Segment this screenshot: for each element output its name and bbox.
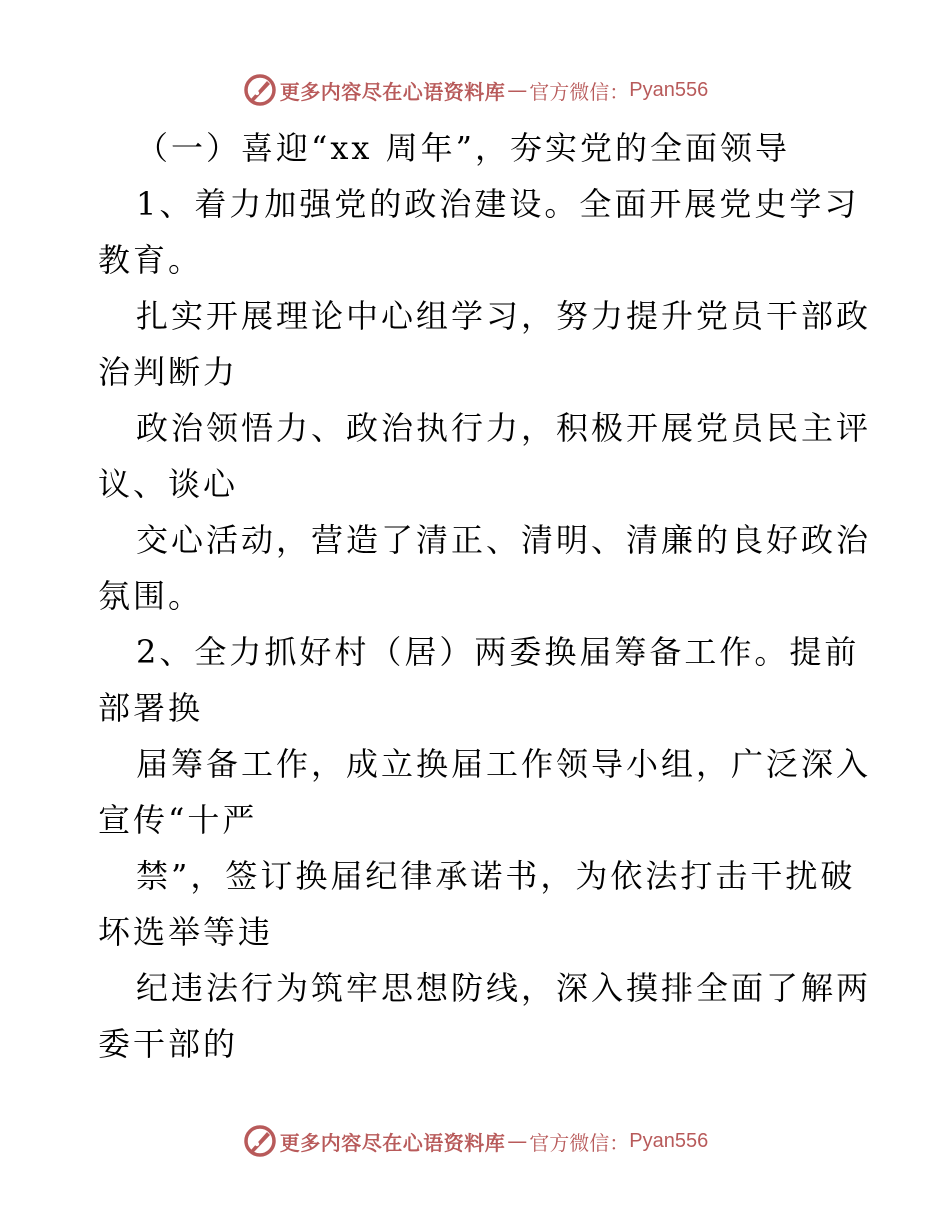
footer-wechat-id: Pyan556 (629, 1129, 709, 1152)
footer-brand-text: 更多内容尽在心语资料库 (279, 1130, 506, 1155)
footer-wechat-label: 官方微信： (529, 1130, 630, 1155)
header-wechat-id: Pyan556 (629, 78, 709, 101)
paragraph-line: 2、全力抓好村（居）两委换届筹备工作。提前 (136, 633, 860, 671)
header-brand-text: 更多内容尽在心语资料库 (279, 79, 506, 104)
paragraph-line: 扎实开展理论中心组学习，努力提升党员干部政 (136, 297, 872, 335)
paragraph-line: 禁”，签订换届纪律承诺书，为依法打击干扰破 (136, 857, 856, 895)
pen-circle-logo-icon (242, 72, 278, 108)
section-heading: （一）喜迎“xx 周年”，夯实党的全面领导 (136, 129, 790, 167)
paragraph-line: 氛围。 (98, 577, 204, 615)
paragraph-line: 纪违法行为筑牢思想防线，深入摸排全面了解两 (136, 969, 872, 1007)
paragraph-line: 宣传“十严 (98, 801, 258, 839)
paragraph-line: 交心活动，营造了清正、清明、清廉的良好政治 (136, 521, 872, 559)
paragraph-line: 届筹备工作，成立换届工作领导小组，广泛深入 (136, 745, 872, 783)
document-body (98, 120, 872, 1072)
pen-circle-logo-icon (242, 1123, 278, 1159)
paragraph-line: 政治领悟力、政治执行力，积极开展党员民主评 (136, 409, 872, 447)
header-wechat-label: 官方微信： (529, 79, 630, 104)
paragraph-line: 议、谈心 (98, 465, 239, 503)
paragraph-line: 坏选举等违 (98, 913, 274, 951)
paragraph-line: 教育。 (98, 241, 204, 279)
header-watermark (0, 70, 950, 110)
footer-watermark (0, 1121, 950, 1161)
paragraph-line: 治判断力 (98, 353, 239, 391)
footer-dash: — (507, 1129, 528, 1153)
paragraph-line: 委干部的 (98, 1025, 239, 1063)
paragraph-line: 部署换 (98, 689, 204, 727)
paragraph-line: 1、着力加强党的政治建设。全面开展党史学习 (136, 185, 860, 223)
header-dash: — (507, 78, 528, 102)
